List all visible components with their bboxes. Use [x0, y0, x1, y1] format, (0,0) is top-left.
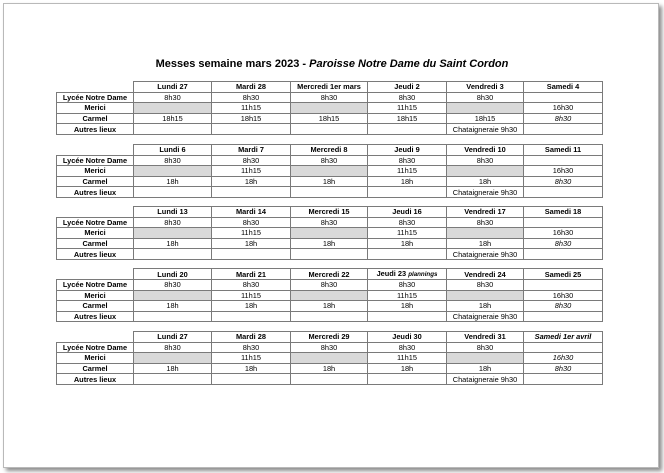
cell: 18h15 — [212, 113, 291, 124]
cell — [291, 124, 368, 135]
cell: 8h30 — [447, 155, 524, 166]
cell — [368, 249, 447, 260]
row-autres — [57, 374, 603, 385]
header-row — [57, 269, 603, 280]
cell — [134, 374, 212, 385]
cell: 18h — [134, 363, 212, 374]
cell — [447, 166, 524, 177]
row-autres — [57, 311, 603, 322]
cell — [524, 374, 603, 385]
cell: 18h — [212, 238, 291, 249]
day-header: Mardi 28 — [212, 332, 291, 343]
cell: Chataigneraie 9h30 — [447, 249, 524, 260]
cell — [524, 249, 603, 260]
cell: 18h — [447, 363, 524, 374]
day-header: Lundi 27 — [134, 82, 212, 93]
day-header: Lundi 20 — [134, 269, 212, 280]
day-header: Jeudi 16 — [368, 207, 447, 218]
cell: Chataigneraie 9h30 — [447, 187, 524, 198]
day-header: Vendredi 10 — [447, 145, 524, 156]
day-header: Mardi 28 — [212, 82, 291, 93]
title-main: Messes semaine mars 2023 — [155, 58, 300, 70]
cell — [134, 166, 212, 177]
cell — [524, 124, 603, 135]
day-header: Samedi 25 — [524, 269, 603, 280]
cell: 11h15 — [212, 353, 291, 364]
cell — [134, 311, 212, 322]
row-label: Lycée Notre Dame — [57, 92, 134, 103]
cell: 11h15 — [368, 228, 447, 239]
cell — [134, 103, 212, 114]
cell: 11h15 — [368, 166, 447, 177]
day-header: Mardi 21 — [212, 269, 291, 280]
row-label: Lycée Notre Dame — [57, 342, 134, 353]
header-row — [57, 207, 603, 218]
page-title — [0, 58, 664, 70]
cell — [134, 187, 212, 198]
cell: 18h15 — [291, 113, 368, 124]
cell: 8h30 — [134, 92, 212, 103]
cell: 8h30 — [291, 280, 368, 291]
day-header: Samedi 1er avril — [524, 332, 603, 343]
cell: 8h30 — [212, 92, 291, 103]
cell: 18h — [447, 301, 524, 312]
day-header: Lundi 27 — [134, 332, 212, 343]
cell: 8h30 — [447, 92, 524, 103]
cell: 18h — [368, 301, 447, 312]
week-table-4 — [56, 268, 603, 322]
cell — [291, 187, 368, 198]
cell — [524, 342, 603, 353]
title-separator: - — [299, 58, 310, 70]
cell — [524, 155, 603, 166]
cell — [291, 374, 368, 385]
cell: 18h — [368, 363, 447, 374]
day-header: Mercredi 29 — [291, 332, 368, 343]
title-subtitle: Paroisse Notre Dame du Saint Cordon — [309, 58, 509, 70]
cell — [291, 249, 368, 260]
cell: 18h15 — [447, 113, 524, 124]
week-table-5 — [56, 331, 603, 385]
row-merici — [57, 290, 603, 301]
row-label: Carmel — [57, 363, 134, 374]
day-header: Mardi 14 — [212, 207, 291, 218]
cell — [447, 228, 524, 239]
week-table-3 — [56, 206, 603, 260]
cell — [212, 249, 291, 260]
cell: 11h15 — [212, 103, 291, 114]
cell — [368, 124, 447, 135]
day-header: Mercredi 15 — [291, 207, 368, 218]
cell: 18h15 — [368, 113, 447, 124]
corner-cell — [57, 332, 134, 343]
cell: 8h30 — [447, 280, 524, 291]
row-label: Lycée Notre Dame — [57, 155, 134, 166]
day-header: Mercredi 8 — [291, 145, 368, 156]
row-carmel — [57, 113, 603, 124]
cell: 18h — [291, 176, 368, 187]
cell: 18h15 — [134, 113, 212, 124]
day-header: Jeudi 2 — [368, 82, 447, 93]
row-label: Merici — [57, 228, 134, 239]
row-carmel — [57, 238, 603, 249]
cell: 8h30 — [291, 217, 368, 228]
cell: 18h — [291, 238, 368, 249]
cell: 8h30 — [368, 92, 447, 103]
cell: 11h15 — [368, 290, 447, 301]
day-header: Lundi 13 — [134, 207, 212, 218]
cell — [134, 249, 212, 260]
day-header-text: Mercredi 1er mars — [297, 82, 361, 92]
cell: 18h — [212, 363, 291, 374]
corner-cell — [57, 269, 134, 280]
cell — [447, 353, 524, 364]
day-header: Lundi 6 — [134, 145, 212, 156]
day-header: Samedi 4 — [524, 82, 603, 93]
cell: 18h — [212, 301, 291, 312]
day-header-text: Jeudi 23 — [376, 269, 407, 278]
row-label: Carmel — [57, 301, 134, 312]
row-lycee — [57, 342, 603, 353]
cell: 8h30 — [524, 176, 603, 187]
cell — [134, 290, 212, 301]
cell: 8h30 — [134, 217, 212, 228]
cell: 8h30 — [447, 217, 524, 228]
cell: 16h30 — [524, 166, 603, 177]
cell: 8h30 — [212, 280, 291, 291]
cell — [368, 311, 447, 322]
cell: 11h15 — [368, 353, 447, 364]
header-row — [57, 145, 603, 156]
row-label: Carmel — [57, 113, 134, 124]
row-lycee — [57, 155, 603, 166]
row-label: Autres lieux — [57, 249, 134, 260]
row-autres — [57, 187, 603, 198]
row-lycee — [57, 280, 603, 291]
day-header: Vendredi 3 — [447, 82, 524, 93]
cell — [447, 290, 524, 301]
row-label: Autres lieux — [57, 124, 134, 135]
row-label: Autres lieux — [57, 311, 134, 322]
cell: 8h30 — [368, 155, 447, 166]
cell — [291, 228, 368, 239]
cell — [524, 92, 603, 103]
cell: 18h — [447, 238, 524, 249]
cell: 8h30 — [212, 342, 291, 353]
cell: 18h — [212, 176, 291, 187]
day-header: Mercredi 22 — [291, 269, 368, 280]
cell: 8h30 — [134, 280, 212, 291]
cell — [212, 187, 291, 198]
row-label: Autres lieux — [57, 374, 134, 385]
day-header: Samedi 18 — [524, 207, 603, 218]
row-autres — [57, 249, 603, 260]
cell: 18h — [368, 176, 447, 187]
row-label: Lycée Notre Dame — [57, 217, 134, 228]
cell: 8h30 — [212, 155, 291, 166]
cell: 8h30 — [447, 342, 524, 353]
cell: 16h30 — [524, 290, 603, 301]
cell: Chataigneraie 9h30 — [447, 124, 524, 135]
cell: 18h — [291, 363, 368, 374]
cell: 18h — [447, 176, 524, 187]
cell: 8h30 — [368, 342, 447, 353]
corner-cell — [57, 82, 134, 93]
day-header — [368, 269, 447, 280]
row-carmel — [57, 363, 603, 374]
cell — [291, 311, 368, 322]
cell: 16h30 — [524, 103, 603, 114]
cell — [524, 311, 603, 322]
cell: 8h30 — [291, 155, 368, 166]
row-lycee — [57, 217, 603, 228]
cell: 18h — [134, 176, 212, 187]
cell: 18h — [134, 301, 212, 312]
cell: 11h15 — [212, 290, 291, 301]
cell — [524, 217, 603, 228]
cell — [212, 124, 291, 135]
row-carmel — [57, 301, 603, 312]
cell: 8h30 — [524, 363, 603, 374]
cell — [212, 311, 291, 322]
row-merici — [57, 166, 603, 177]
row-label: Carmel — [57, 176, 134, 187]
corner-cell — [57, 207, 134, 218]
cell — [447, 103, 524, 114]
cell: 8h30 — [368, 280, 447, 291]
row-label: Lycée Notre Dame — [57, 280, 134, 291]
cell — [134, 353, 212, 364]
cell: 8h30 — [212, 217, 291, 228]
cell: 8h30 — [134, 155, 212, 166]
day-header: Vendredi 31 — [447, 332, 524, 343]
cell — [524, 280, 603, 291]
row-label: Merici — [57, 166, 134, 177]
row-label: Merici — [57, 103, 134, 114]
day-header: Jeudi 9 — [368, 145, 447, 156]
cell: 11h15 — [368, 103, 447, 114]
row-label: Merici — [57, 290, 134, 301]
cell — [291, 353, 368, 364]
cell: 8h30 — [291, 342, 368, 353]
cell: Chataigneraie 9h30 — [447, 374, 524, 385]
row-merici — [57, 228, 603, 239]
cell: 16h30 — [524, 228, 603, 239]
cell: 18h — [291, 301, 368, 312]
header-row — [57, 82, 603, 93]
cell: 18h — [134, 238, 212, 249]
day-header: Mardi 7 — [212, 145, 291, 156]
cell — [291, 290, 368, 301]
day-header: Jeudi 30 — [368, 332, 447, 343]
cell: 8h30 — [368, 217, 447, 228]
row-merici — [57, 103, 603, 114]
row-autres — [57, 124, 603, 135]
row-label: Carmel — [57, 238, 134, 249]
day-note: plannings — [408, 271, 438, 278]
day-header: Vendredi 24 — [447, 269, 524, 280]
row-carmel — [57, 176, 603, 187]
day-header: Vendredi 17 — [447, 207, 524, 218]
cell — [524, 187, 603, 198]
row-label: Merici — [57, 353, 134, 364]
cell: 18h — [368, 238, 447, 249]
cell: 16h30 — [524, 353, 603, 364]
cell: 11h15 — [212, 166, 291, 177]
cell: 11h15 — [212, 228, 291, 239]
cell — [291, 166, 368, 177]
cell: Chataigneraie 9h30 — [447, 311, 524, 322]
cell — [134, 124, 212, 135]
cell — [368, 187, 447, 198]
row-label: Autres lieux — [57, 187, 134, 198]
cell — [212, 374, 291, 385]
cell: 8h30 — [291, 92, 368, 103]
day-header: Samedi 11 — [524, 145, 603, 156]
cell — [368, 374, 447, 385]
week-table-1 — [56, 81, 603, 135]
cell: 8h30 — [524, 113, 603, 124]
row-merici — [57, 353, 603, 364]
cell — [134, 228, 212, 239]
cell: 8h30 — [524, 301, 603, 312]
header-row — [57, 332, 603, 343]
cell — [291, 103, 368, 114]
corner-cell — [57, 145, 134, 156]
day-header — [291, 82, 368, 93]
cell: 8h30 — [134, 342, 212, 353]
row-lycee — [57, 92, 603, 103]
cell: 8h30 — [524, 238, 603, 249]
week-table-2 — [56, 144, 603, 198]
